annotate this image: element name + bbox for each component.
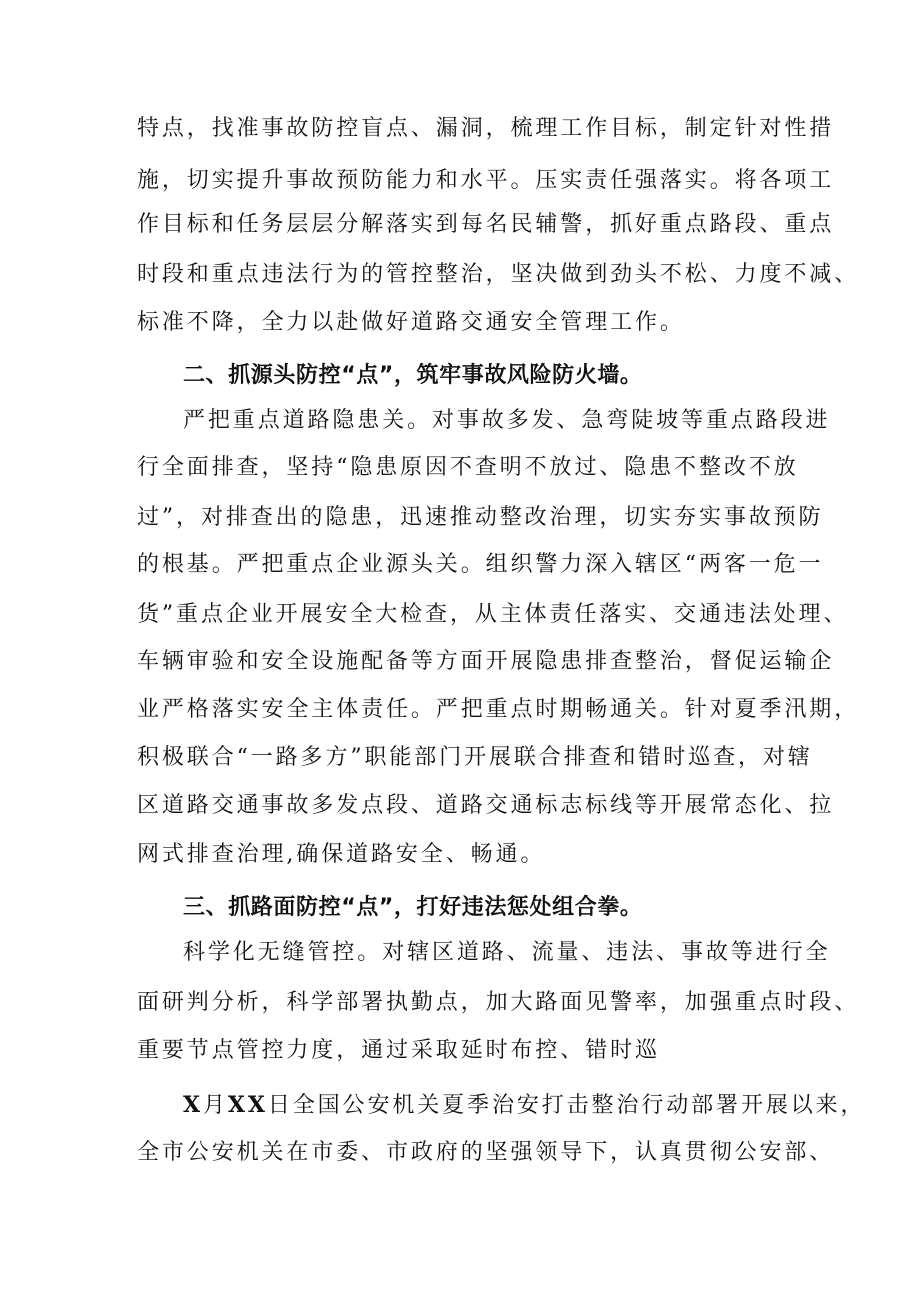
paragraph-line: 时段和重点违法行为的管控整治，坚决做到劲头不松、力度不减、 bbox=[137, 262, 860, 287]
paragraph-line: 严把重点道路隐患关。对事故多发、急弯陡坡等重点路段进 bbox=[183, 408, 831, 433]
date-month: 月 bbox=[202, 1093, 228, 1118]
date-xx: XX bbox=[227, 1092, 268, 1118]
paragraph-line: 网式排查治理,确保道路安全、畅通。 bbox=[137, 842, 546, 867]
paragraph-line: 区道路交通事故多发点段、道路交通标志标线等开展常态化、拉 bbox=[137, 793, 835, 818]
paragraph-line: 过”，对排查出的隐患，迅速推动整改治理，切实夯实事故预防 bbox=[137, 505, 824, 530]
paragraph-line: 标准不降，全力以赴做好道路交通安全管理工作。 bbox=[137, 310, 685, 335]
paragraph-line: 全市公安机关在市委、市政府的坚强领导下，认真贯彻公安部、 bbox=[137, 1140, 835, 1165]
paragraph-text: 日全国公安机关夏季治安打击整治行动部署开展以来， bbox=[267, 1093, 866, 1118]
section-heading-3: 三、抓路面防控“点”，打好违法惩处组合拳。 bbox=[183, 895, 643, 920]
paragraph-line: 科学化无缝管控。对辖区道路、流量、违法、事故等进行全 bbox=[183, 940, 831, 965]
paragraph-line: 作目标和任务层层分解落实到每名民辅警，抓好重点路段、重点 bbox=[137, 212, 835, 237]
section-heading-2: 二、抓源头防控“点”，筑牢事故风险防火墙。 bbox=[183, 363, 643, 388]
paragraph-line: 车辆审验和安全设施配备等方面开展隐患排查整治，督促运输企 bbox=[137, 649, 835, 674]
paragraph-line: 业严格落实安全主体责任。严把重点时期畅通关。针对夏季汛期， bbox=[137, 697, 860, 722]
paragraph-line: 行全面排查，坚持“隐患原因不查明不放过、隐患不整改不放 bbox=[137, 455, 799, 480]
date-x: X bbox=[183, 1092, 203, 1118]
paragraph-line: 的根基。严把重点企业源头关。组织警力深入辖区“两客一危一 bbox=[137, 552, 824, 577]
paragraph-line: 积极联合“一路多方”职能部门开展联合排查和错时巡查，对辖 bbox=[137, 745, 813, 770]
paragraph-line: 施，切实提升事故预防能力和水平。压实责任强落实。将各项工 bbox=[137, 168, 835, 193]
paragraph-line: 重要节点管控力度，通过采取延时布控、错时巡 bbox=[137, 1038, 660, 1063]
paragraph-line bbox=[183, 1090, 865, 1121]
paragraph-line: 面研判分析，科学部署执勤点，加大路面见警率，加强重点时段、 bbox=[137, 990, 860, 1015]
paragraph-line: 货”重点企业开展安全大检查，从主体责任落实、交通违法处理、 bbox=[137, 602, 849, 627]
paragraph-line: 特点，找准事故防控盲点、漏洞，梳理工作目标，制定针对性措 bbox=[137, 116, 835, 141]
